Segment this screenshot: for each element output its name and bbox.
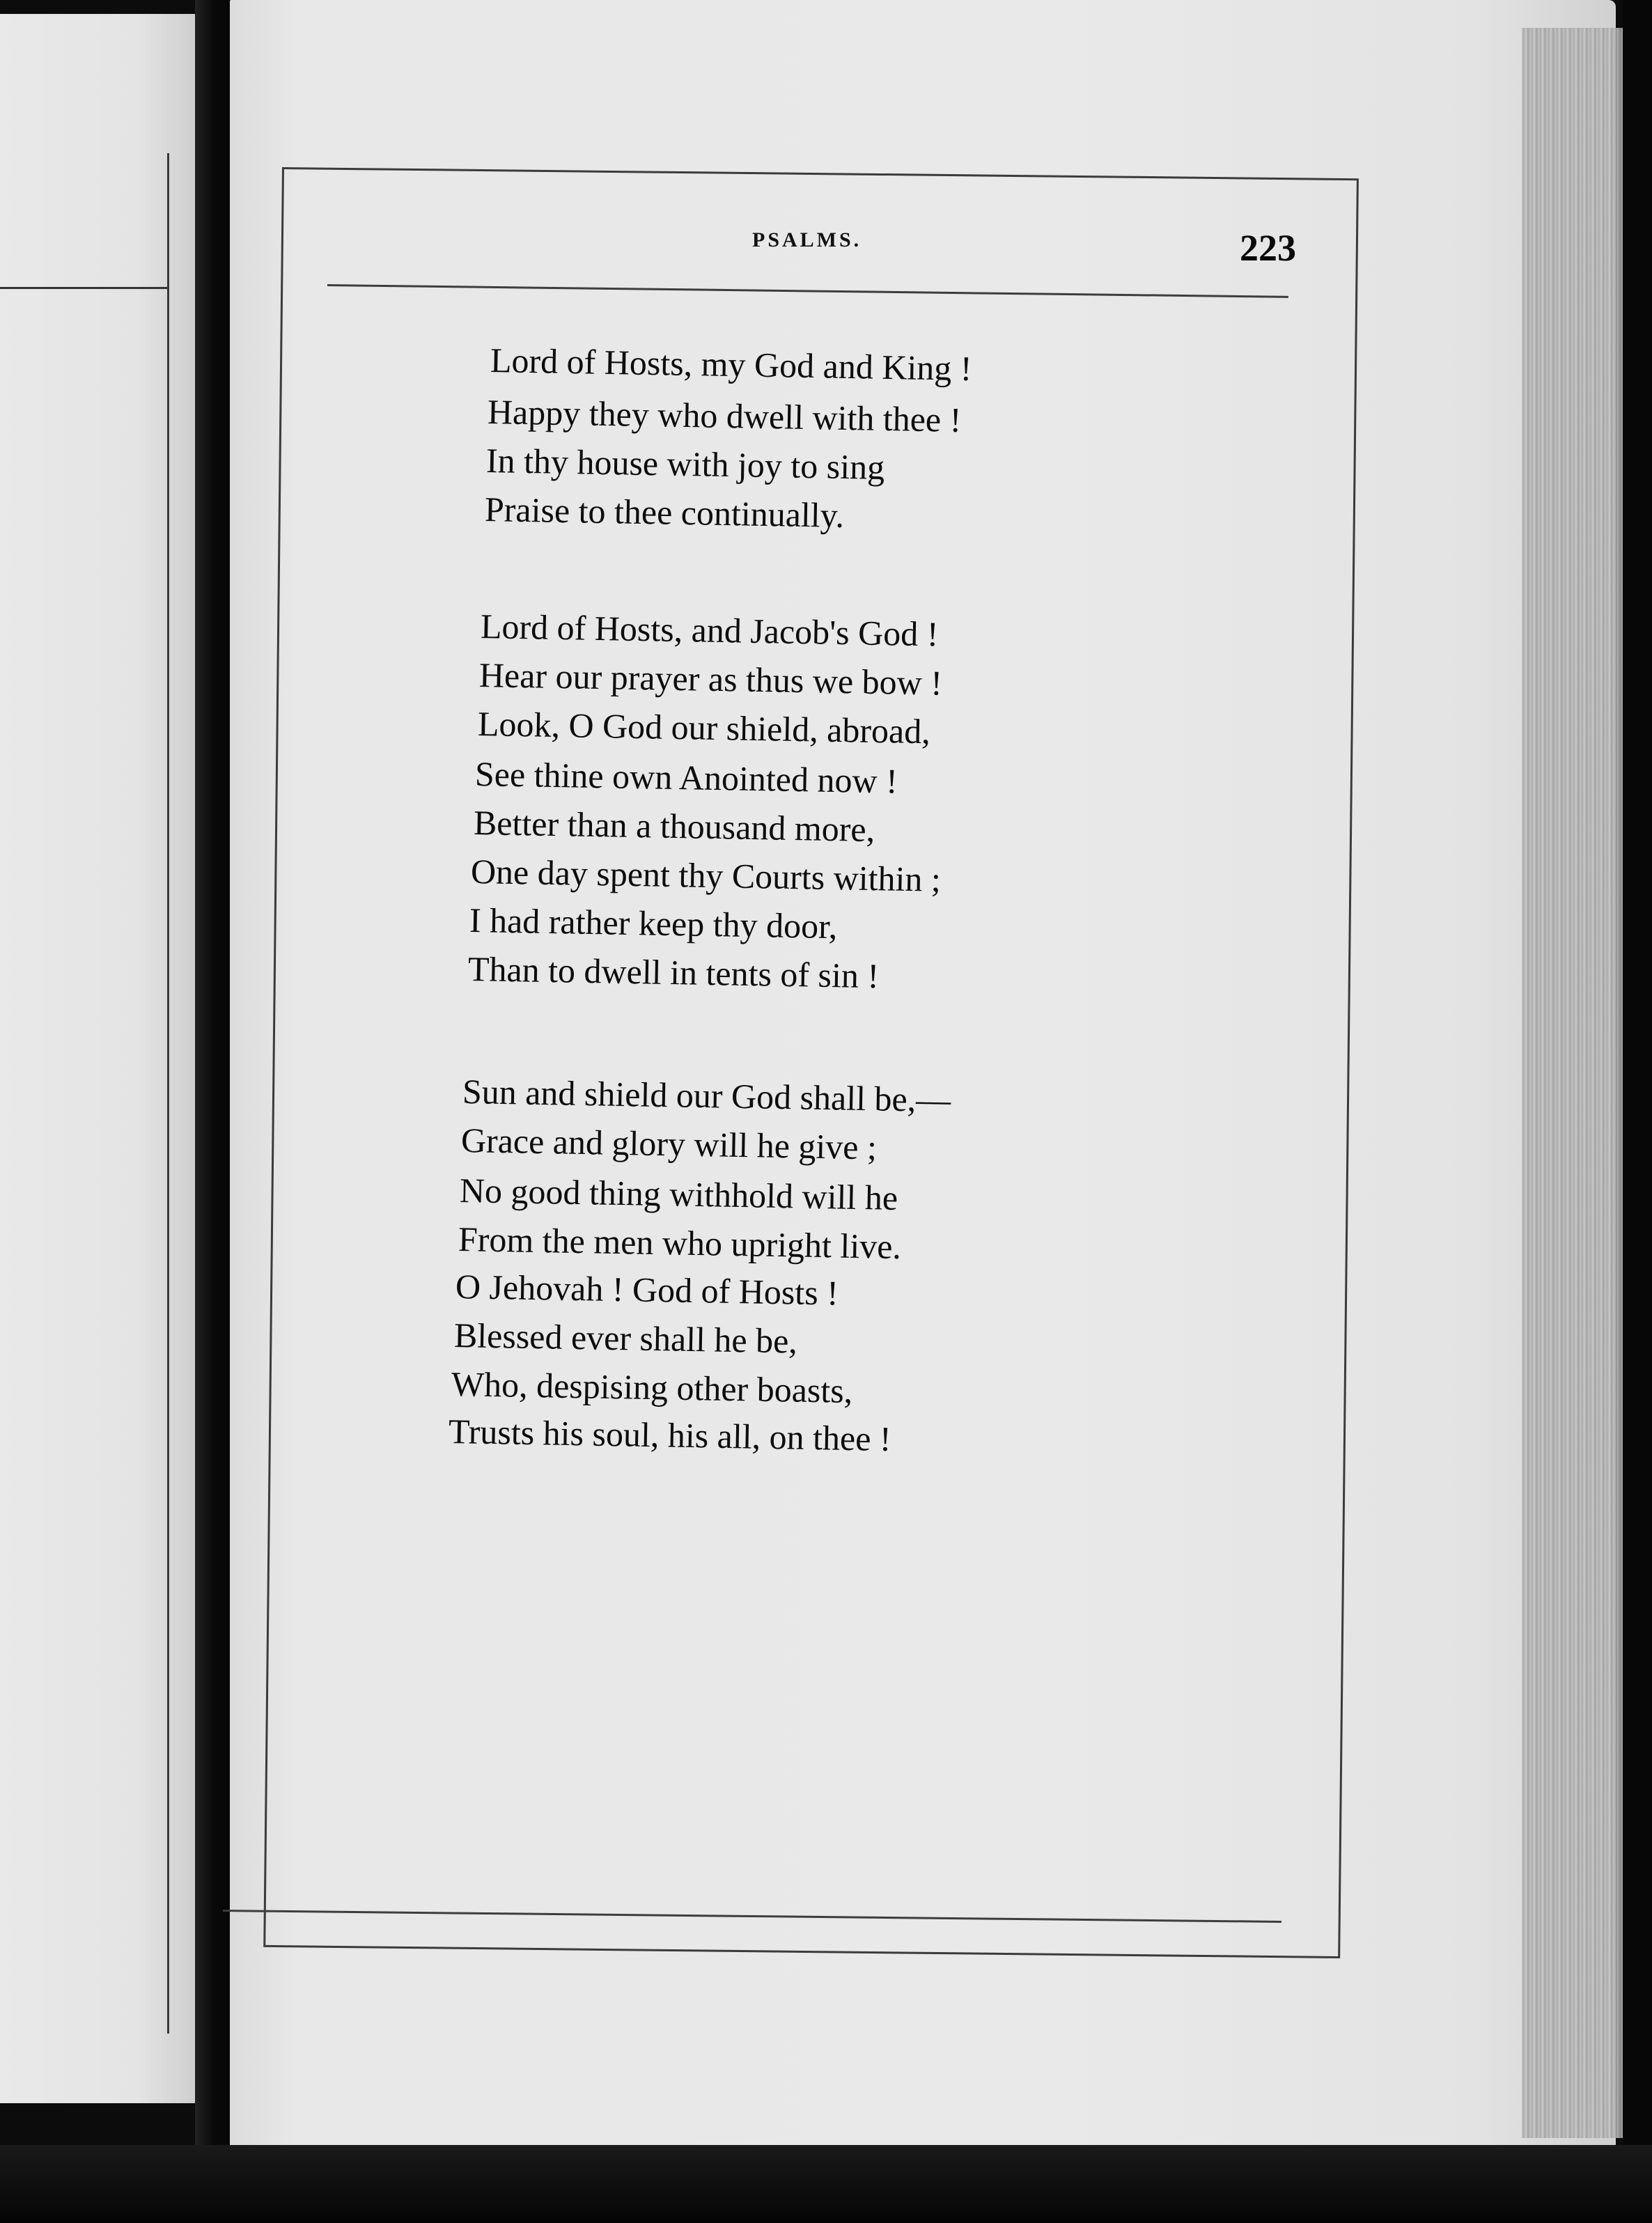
verse-line: Look, O God our shield, abroad, — [477, 704, 931, 751]
left-page-frame-rule — [167, 153, 169, 2034]
bottom-edge-shadow — [0, 2145, 1652, 2223]
verse-line: O Jehovah ! God of Hosts ! — [455, 1267, 839, 1313]
verse-line: Blessed ever shall he be, — [453, 1316, 798, 1361]
verse-line: Sun and shield our God shall be,— — [462, 1072, 951, 1120]
page-fore-edge — [1522, 28, 1633, 2138]
verse-line: Than to dwell in tents of sin ! — [467, 949, 880, 996]
verse-line: Happy they who dwell with thee ! — [487, 392, 962, 439]
left-facing-page — [0, 14, 195, 2103]
verse-line: I had rather keep thy door, — [469, 900, 838, 946]
verse-line: One day spent thy Courts within ; — [470, 852, 942, 899]
right-edge-shadow — [1623, 0, 1652, 2223]
verse-line: Who, despising other boasts, — [451, 1364, 853, 1411]
verse-line: Grace and glory will he give ; — [460, 1121, 878, 1167]
verse-line: Praise to thee continually. — [484, 490, 845, 536]
running-head: PSALMS. — [752, 228, 862, 251]
page-number: 223 — [1240, 227, 1296, 269]
verse-line: No good thing withhold will he — [459, 1171, 898, 1217]
verse-line: See thine own Anointed now ! — [474, 754, 898, 801]
verse-line: Lord of Hosts, and Jacob's God ! — [480, 607, 939, 654]
verse-line: Trusts his soul, his all, on thee ! — [448, 1412, 892, 1459]
verse-line: Lord of Hosts, my God and King ! — [490, 341, 972, 389]
left-page-header-rule — [0, 287, 167, 289]
verse-line: In thy house with joy to sing — [485, 441, 885, 487]
verse-line: Better than a thousand more, — [473, 803, 875, 850]
verse-line: From the men who upright live. — [458, 1219, 902, 1267]
verse-line: Hear our prayer as thus we bow ! — [478, 655, 943, 703]
